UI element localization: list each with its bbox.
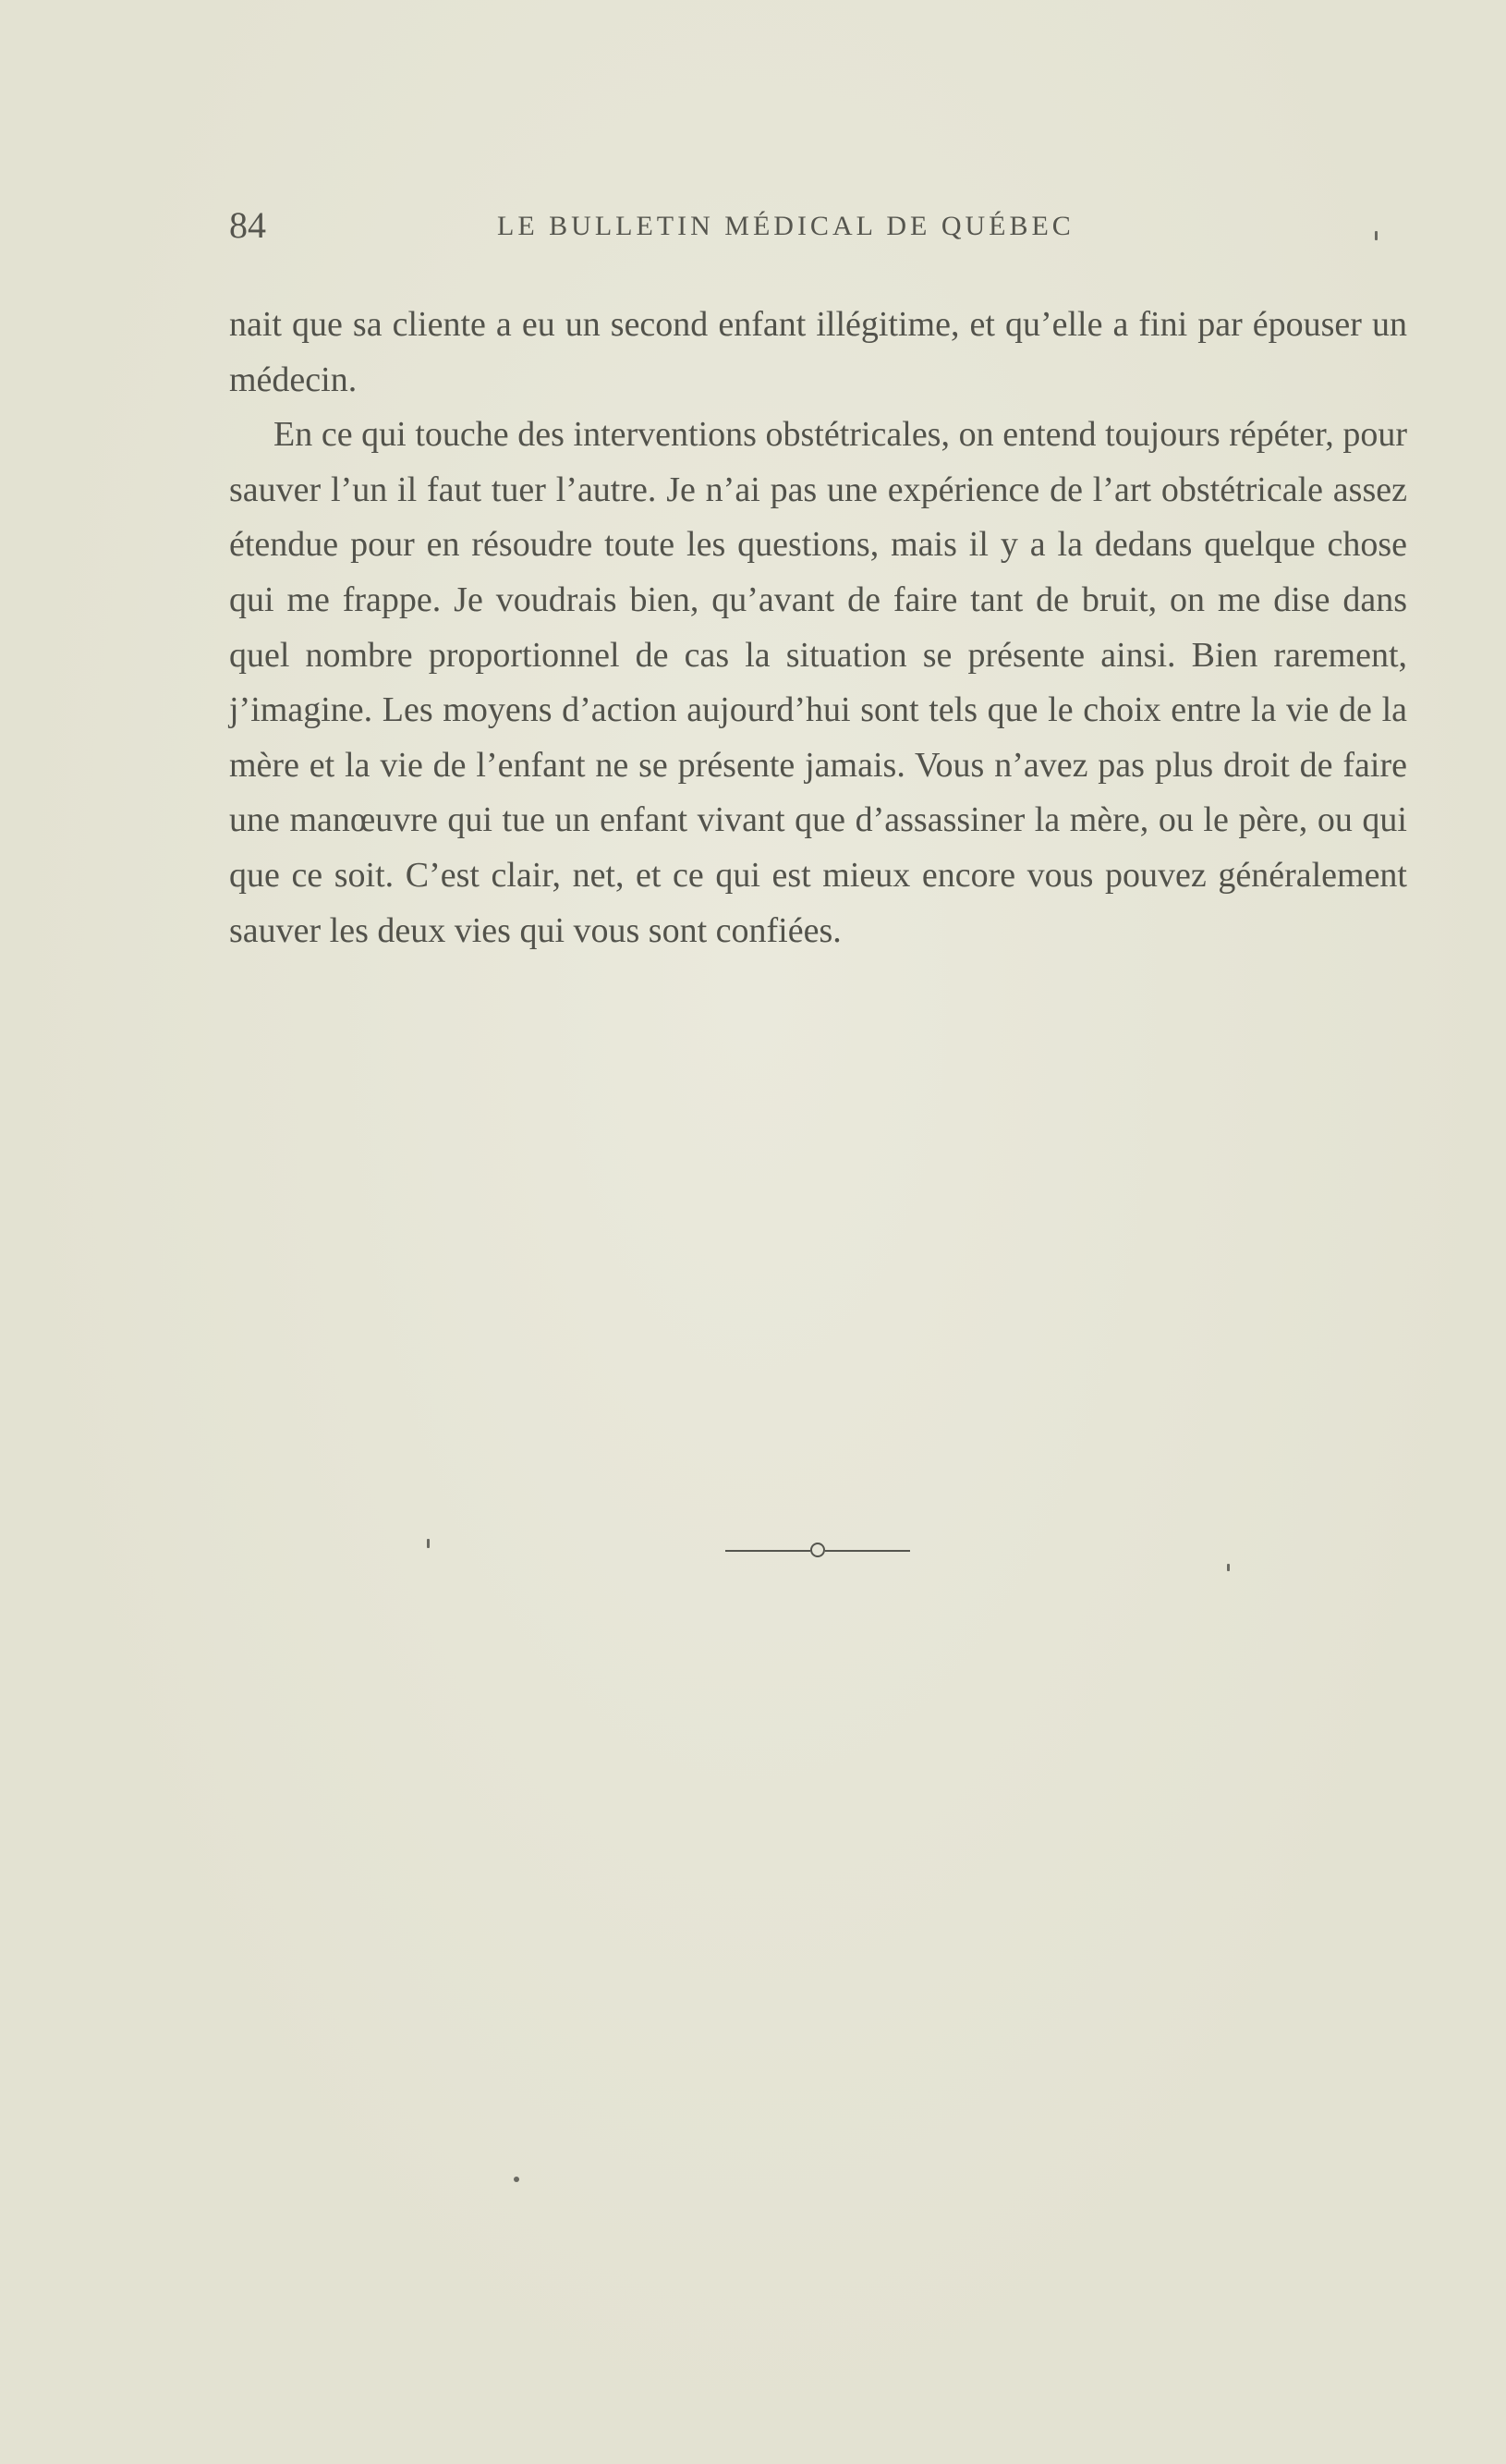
paragraph-1: nait que sa cliente a eu un second enfant illégitime, et qu’elle a fini par épouser un médecin.: [229, 305, 1407, 399]
paper-speck: [427, 1539, 430, 1548]
ornament-rule-left: [725, 1550, 810, 1552]
body-text: [229, 298, 1407, 958]
ornament-circle: [810, 1543, 825, 1557]
running-title: LE BULLETIN MÉDICAL DE QUÉBEC: [497, 211, 1075, 241]
ornament-rule-right: [825, 1550, 910, 1552]
page-header: [229, 203, 1403, 259]
paper-speck: [514, 2177, 519, 2182]
paragraph-2: En ce qui touche des interventions obstétricales, on entend toujours répéter, pour sauver l’un il faut tuer l’autre. Je n’ai pas une expérience de l’art obstétricale assez étendue pour en résoudre toute les questions, mais il y a la dedans quelque chose qui me frappe. Je voudrais bien, qu’avant de faire tant de bruit, on me dise dans quel nombre proportionnel de cas la situation se présente ainsi. Bien rarement, j’imagine. Les moyens d’action aujourd’hui sont tels que le choix entre la vie de la mère et la vie de l’enfant ne se présente jamais. Vous n’avez pas plus droit de faire une manœuvre qui tue un enfant vivant que d’assassiner la mère, ou le père, ou qui que ce soit. C’est clair, net, et ce qui est mieux encore vous pouvez généralement sauver les deux vies qui vous sont confiées.: [229, 415, 1407, 950]
paper-speck: [1375, 231, 1378, 240]
section-end-ornament: [725, 1540, 919, 1562]
paper-speck: [1227, 1564, 1230, 1571]
page-number: 84: [229, 204, 266, 246]
